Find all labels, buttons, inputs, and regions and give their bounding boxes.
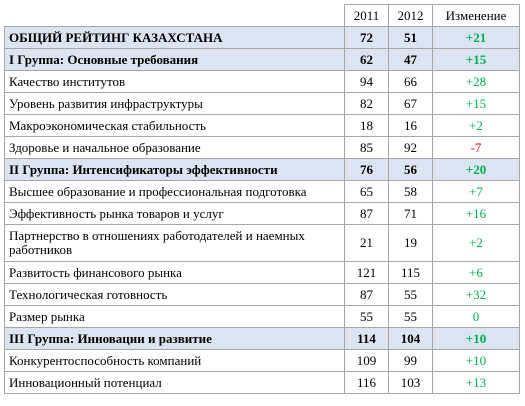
- row-label: I Группа: Основные требования: [5, 49, 345, 71]
- row-label: Развитость финансового рынка: [5, 262, 345, 284]
- header-year-2011: 2011: [345, 5, 389, 27]
- value-2012: 47: [389, 49, 433, 71]
- value-2011: 18: [345, 115, 389, 137]
- value-2012: 55: [389, 284, 433, 306]
- table-row: [5, 203, 520, 225]
- value-2012: 19: [389, 225, 433, 262]
- value-2012: 66: [389, 71, 433, 93]
- change-value: +10: [433, 350, 520, 372]
- group-row: [5, 328, 520, 350]
- value-2011: 87: [345, 203, 389, 225]
- change-value: +13: [433, 372, 520, 394]
- header-corner: [5, 5, 345, 27]
- group-row: [5, 27, 520, 49]
- value-2011: 85: [345, 137, 389, 159]
- table-row: [5, 350, 520, 372]
- table-row: [5, 93, 520, 115]
- change-value: -7: [433, 137, 520, 159]
- row-label: Размер рынка: [5, 306, 345, 328]
- change-value: +32: [433, 284, 520, 306]
- value-2011: 114: [345, 328, 389, 350]
- value-2011: 109: [345, 350, 389, 372]
- change-value: +2: [433, 115, 520, 137]
- value-2011: 55: [345, 306, 389, 328]
- value-2011: 82: [345, 93, 389, 115]
- table-row: [5, 284, 520, 306]
- value-2012: 16: [389, 115, 433, 137]
- row-label: Макроэкономическая стабильность: [5, 115, 345, 137]
- change-value: +10: [433, 328, 520, 350]
- value-2011: 76: [345, 159, 389, 181]
- value-2012: 99: [389, 350, 433, 372]
- value-2012: 55: [389, 306, 433, 328]
- value-2012: 51: [389, 27, 433, 49]
- value-2012: 103: [389, 372, 433, 394]
- row-label: Качество институтов: [5, 71, 345, 93]
- table-row: [5, 115, 520, 137]
- value-2011: 121: [345, 262, 389, 284]
- row-label: Конкурентоспособность компаний: [5, 350, 345, 372]
- value-2012: 92: [389, 137, 433, 159]
- change-value: +15: [433, 49, 520, 71]
- header-year-2012: 2012: [389, 5, 433, 27]
- row-label: Технологическая готовность: [5, 284, 345, 306]
- table-row: [5, 71, 520, 93]
- table-row: [5, 181, 520, 203]
- table-row: [5, 372, 520, 394]
- value-2011: 62: [345, 49, 389, 71]
- row-label: Уровень развития инфраструктуры: [5, 93, 345, 115]
- row-label: II Группа: Интенсификаторы эффективности: [5, 159, 345, 181]
- value-2012: 115: [389, 262, 433, 284]
- value-2011: 94: [345, 71, 389, 93]
- change-value: +28: [433, 71, 520, 93]
- table-row: [5, 137, 520, 159]
- value-2011: 87: [345, 284, 389, 306]
- change-value: +2: [433, 225, 520, 262]
- ranking-table: [4, 4, 520, 394]
- change-value: 0: [433, 306, 520, 328]
- change-value: +16: [433, 203, 520, 225]
- group-row: [5, 49, 520, 71]
- value-2011: 65: [345, 181, 389, 203]
- row-label: Инновационный потенциал: [5, 372, 345, 394]
- change-value: +20: [433, 159, 520, 181]
- value-2012: 56: [389, 159, 433, 181]
- row-label: Партнерство в отношениях работодателей и наемных работников: [5, 225, 345, 262]
- header-change: Изменение: [433, 5, 520, 27]
- change-value: +15: [433, 93, 520, 115]
- row-label: III Группа: Инновации и развитие: [5, 328, 345, 350]
- change-value: +6: [433, 262, 520, 284]
- change-value: +21: [433, 27, 520, 49]
- value-2011: 116: [345, 372, 389, 394]
- value-2011: 72: [345, 27, 389, 49]
- group-row: [5, 159, 520, 181]
- change-value: +7: [433, 181, 520, 203]
- table-row: [5, 225, 520, 262]
- row-label: Высшее образование и профессиональная подготовка: [5, 181, 345, 203]
- table-row: [5, 262, 520, 284]
- value-2012: 104: [389, 328, 433, 350]
- value-2012: 71: [389, 203, 433, 225]
- table-row: [5, 306, 520, 328]
- row-label: Эффективность рынка товаров и услуг: [5, 203, 345, 225]
- row-label: Здоровье и начальное образование: [5, 137, 345, 159]
- table-body: [5, 27, 520, 394]
- value-2012: 67: [389, 93, 433, 115]
- header-row: [5, 5, 520, 27]
- value-2011: 21: [345, 225, 389, 262]
- row-label: ОБЩИЙ РЕЙТИНГ КАЗАХСТАНА: [5, 27, 345, 49]
- value-2012: 58: [389, 181, 433, 203]
